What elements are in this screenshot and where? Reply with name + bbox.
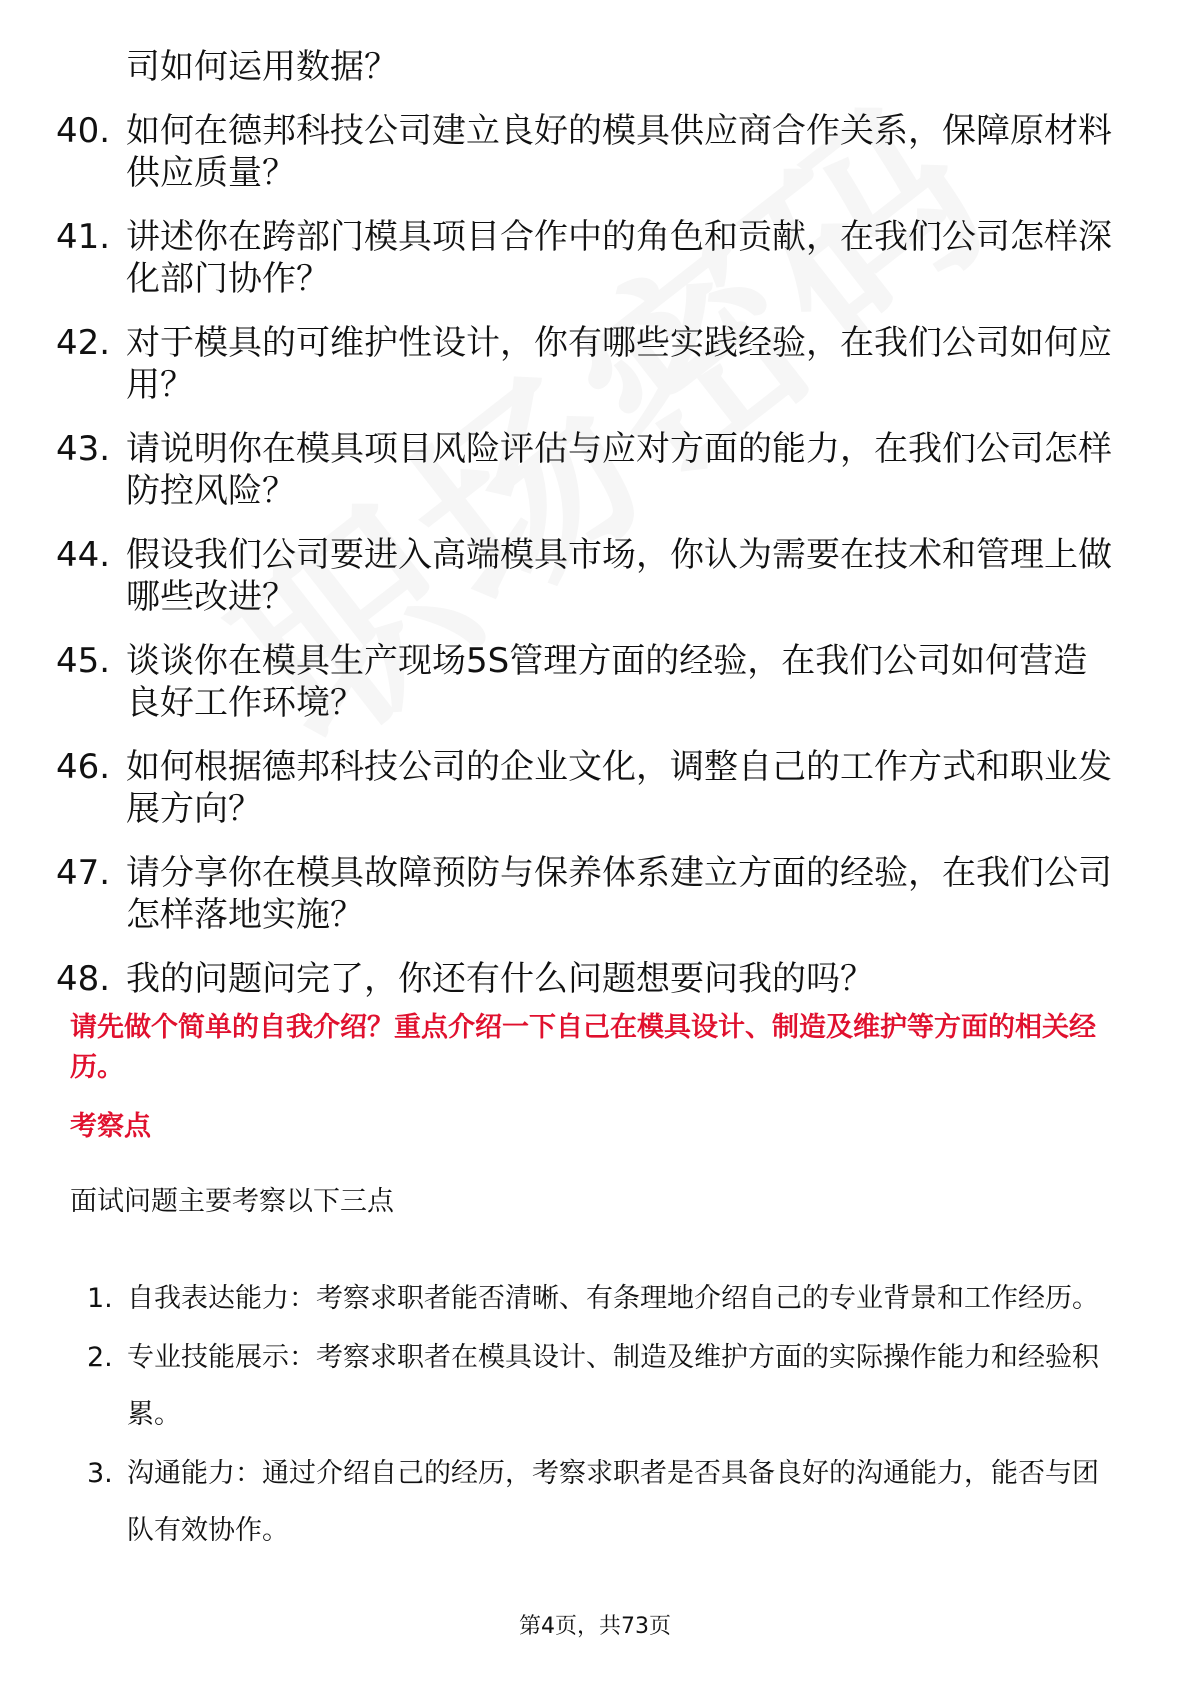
question-number: 45. [56,641,111,681]
point-item [70,1329,1120,1443]
question-number: 46. [56,747,111,787]
section-subtitle: 考察点 [70,1111,151,1142]
question-list [56,46,1116,1022]
question-item [56,428,1116,512]
point-text: 沟通能力：通过介绍自己的经历，考察求职者是否具备良好的沟通能力，能否与团队有效协作。 [127,1458,1099,1546]
question-text: 如何在德邦科技公司建立良好的模具供应商合作关系，保障原材料供应质量？ [126,111,1112,193]
question-text: 对于模具的可维护性设计，你有哪些实践经验，在我们公司如何应用？ [126,323,1112,405]
page-footer: 第4页，共73页 [519,1614,671,1639]
section-title: 请先做个简单的自我介绍？重点介绍一下自己在模具设计、制造及维护等方面的相关经历。 [70,1012,1096,1083]
question-number: 42. [56,323,111,363]
question-number: 44. [56,535,111,575]
question-text: 讲述你在跨部门模具项目合作中的角色和贡献，在我们公司怎样深化部门协作？ [126,217,1112,299]
question-text: 谈谈你在模具生产现场5S管理方面的经验，在我们公司如何营造良好工作环境？ [126,641,1088,723]
question-item [56,110,1116,194]
point-item [70,1270,1120,1327]
question-number: 48. [56,959,111,999]
question-number: 43. [56,429,111,469]
question-item [56,852,1116,936]
section-intro: 面试问题主要考察以下三点 [70,1186,394,1217]
point-text: 专业技能展示：考察求职者在模具设计、制造及维护方面的实际操作能力和经验积累。 [127,1342,1099,1430]
question-text: 请分享你在模具故障预防与保养体系建立方面的经验，在我们公司怎样落地实施？ [126,853,1112,935]
question-number: 41. [56,217,111,257]
question-item [56,746,1116,830]
question-text: 请说明你在模具项目风险评估与应对方面的能力，在我们公司怎样防控风险？ [126,429,1112,511]
point-list [70,1270,1120,1561]
question-text: 如何根据德邦科技公司的企业文化，调整自己的工作方式和职业发展方向？ [126,747,1112,829]
question-number: 40. [56,111,111,151]
question-item [56,640,1116,724]
question-number: 47. [56,853,111,893]
point-number: 3. [87,1458,113,1489]
point-number: 1. [87,1283,113,1314]
question-text: 我的问题问完了，你还有什么问题想要问我的吗？ [126,959,874,999]
question-continuation: 司如何运用数据？ [126,47,398,87]
point-text: 自我表达能力：考察求职者能否清晰、有条理地介绍自己的专业背景和工作经历。 [127,1283,1099,1314]
question-item [56,216,1116,300]
point-number: 2. [87,1342,113,1373]
question-item [56,958,1116,1000]
question-item [56,534,1116,618]
question-item [56,322,1116,406]
question-text: 假设我们公司要进入高端模具市场，你认为需要在技术和管理上做哪些改进？ [126,535,1112,617]
point-item [70,1445,1120,1559]
